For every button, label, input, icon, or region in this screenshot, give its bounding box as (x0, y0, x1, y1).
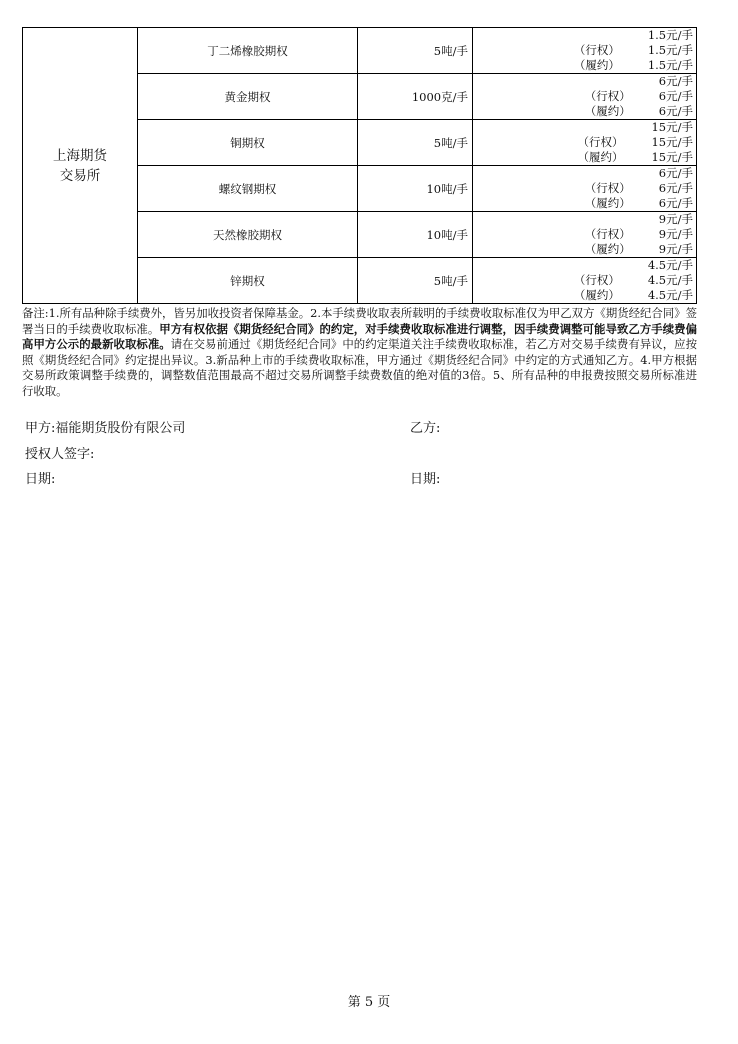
exercise-label: （行权） (584, 227, 631, 241)
fee-value: 6元/手 (658, 74, 693, 88)
contract-unit-cell: 10吨/手 (358, 212, 473, 258)
fee-cell (473, 28, 697, 74)
product-name-cell: 铜期权 (138, 120, 358, 166)
product-name-cell: 锌期权 (138, 258, 358, 304)
assignment-label: （履约） (577, 150, 624, 164)
page-number: 第 5 页 (347, 995, 391, 1010)
fee-value: 15元/手 (651, 120, 693, 134)
fee-value: 6元/手 (658, 104, 693, 118)
exercise-label: （行权） (573, 273, 620, 287)
fee-cell (473, 166, 697, 212)
table-row (23, 28, 697, 74)
notes-text-2: 请在交易前通过《期货经纪合同》中的约定渠道关注手续费收取标准，若乙方对交易手续费有异议，应按照《期货经纪合同》约定提出异议。3.新品种上市的手续费收取标准，甲方通过《期货经纪合同》中约定的方式通知乙方。4.甲方根据交易所政策调整手续费的，调整数值范围最高不超过交易所调整手续费数值的绝对值的3倍。5、所有品种的申报费按照交易所标准进行收取。 (22, 337, 697, 398)
date-b-label: 日期: (410, 472, 441, 487)
fee-value: 6元/手 (658, 181, 693, 195)
product-name-cell: 螺纹钢期权 (138, 166, 358, 212)
authorized-signature-label: 授权人签字: (25, 447, 95, 462)
assignment-label: （履约） (584, 104, 631, 118)
fee-cell (473, 212, 697, 258)
product-name-cell: 天然橡胶期权 (138, 212, 358, 258)
date-a-label: 日期: (25, 472, 56, 487)
product-name-cell: 丁二烯橡胶期权 (138, 28, 358, 74)
contract-unit-cell: 5吨/手 (358, 258, 473, 304)
party-b-label: 乙方: (410, 421, 441, 436)
contract-unit-cell: 1000克/手 (358, 74, 473, 120)
fee-value: 9元/手 (658, 212, 693, 226)
fee-value: 4.5元/手 (647, 258, 693, 272)
exchange-name-cell: 上海期货 交易所 (23, 28, 138, 304)
notes-text-bold: 甲方有权依据《期货经纪合同》的约定，对手续费收取标准进行调整，因手续费调整可能导致乙方手续费偏高甲方公示的最新收取标准。 (22, 321, 697, 352)
fee-value: 9元/手 (658, 242, 693, 256)
fee-value: 1.5元/手 (647, 58, 693, 72)
fee-value: 6元/手 (658, 196, 693, 210)
exercise-label: （行权） (577, 135, 624, 149)
contract-unit-cell: 5吨/手 (358, 28, 473, 74)
fee-value: 1.5元/手 (647, 28, 693, 42)
fee-value: 4.5元/手 (647, 273, 693, 287)
fee-value: 15元/手 (651, 150, 693, 164)
exercise-label: （行权） (573, 43, 620, 57)
notes-text-1: 备注:1.所有品种除手续费外，皆另加收投资者保障基金。2.本手续费收取表所载明的手续费收取标准仅为甲乙双方《期货经纪合同》签署当日的手续费收取标准。 (22, 306, 697, 336)
fee-value: 1.5元/手 (647, 43, 693, 57)
contract-unit-cell: 5吨/手 (358, 120, 473, 166)
assignment-label: （履约） (573, 288, 620, 302)
fee-cell (473, 74, 697, 120)
assignment-label: （履约） (584, 196, 631, 210)
fee-value: 6元/手 (658, 166, 693, 180)
exercise-label: （行权） (584, 181, 631, 195)
assignment-label: （履约） (573, 58, 620, 72)
contract-unit-cell: 10吨/手 (358, 166, 473, 212)
product-name-cell: 黄金期权 (138, 74, 358, 120)
fee-cell (473, 120, 697, 166)
fee-value: 6元/手 (658, 89, 693, 103)
party-a-label: 甲方:福能期货股份有限公司 (25, 421, 186, 436)
assignment-label: （履约） (584, 242, 631, 256)
fee-table (22, 27, 697, 304)
fee-value: 4.5元/手 (647, 288, 693, 302)
notes-paragraph (22, 306, 697, 400)
exercise-label: （行权） (584, 89, 631, 103)
fee-cell (473, 258, 697, 304)
fee-value: 15元/手 (651, 135, 693, 149)
fee-value: 9元/手 (658, 227, 693, 241)
